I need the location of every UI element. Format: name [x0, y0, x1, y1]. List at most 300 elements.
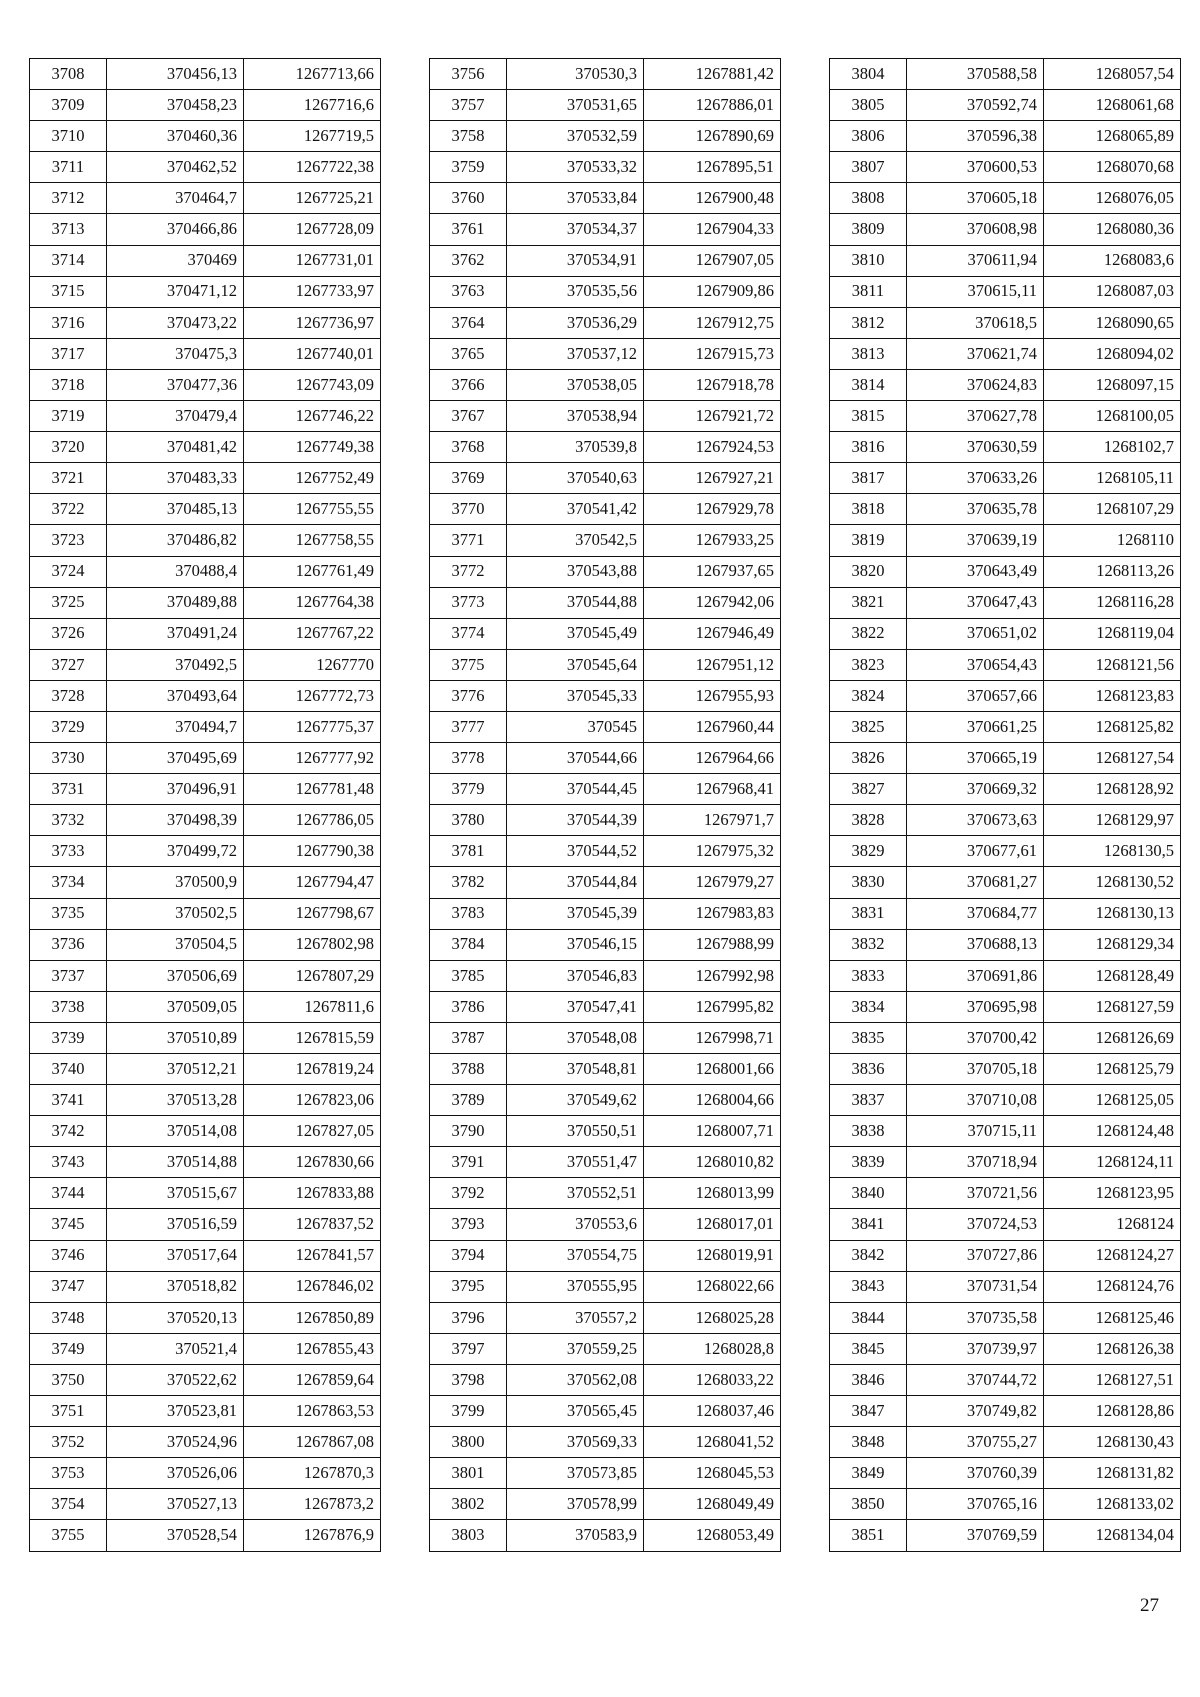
table-row	[430, 1209, 781, 1240]
table-row	[830, 1396, 1181, 1427]
table-row	[30, 1364, 381, 1395]
point-number-cell: 3812	[830, 307, 907, 338]
x-coordinate-cell: 370464,7	[107, 183, 244, 214]
point-number-cell: 3726	[30, 618, 107, 649]
table-row	[30, 587, 381, 618]
point-number-cell: 3739	[30, 1022, 107, 1053]
point-number-cell: 3783	[430, 898, 507, 929]
table-row	[30, 338, 381, 369]
x-coordinate-cell: 370458,23	[107, 90, 244, 121]
table-row	[830, 1489, 1181, 1520]
table-row	[830, 59, 1181, 90]
x-coordinate-cell: 370466,86	[107, 214, 244, 245]
table-row	[30, 121, 381, 152]
y-coordinate-cell: 1267725,21	[244, 183, 381, 214]
y-coordinate-cell: 1267719,5	[244, 121, 381, 152]
x-coordinate-cell: 370527,13	[107, 1489, 244, 1520]
x-coordinate-cell: 370550,51	[507, 1116, 644, 1147]
x-coordinate-cell: 370657,66	[907, 680, 1044, 711]
table-row	[830, 245, 1181, 276]
y-coordinate-cell: 1267960,44	[644, 711, 781, 742]
table-row	[30, 245, 381, 276]
y-coordinate-cell: 1268134,04	[1044, 1520, 1181, 1551]
point-number-cell: 3842	[830, 1240, 907, 1271]
x-coordinate-cell: 370673,63	[907, 805, 1044, 836]
point-number-cell: 3784	[430, 929, 507, 960]
y-coordinate-cell: 1267998,71	[644, 1022, 781, 1053]
table-row	[830, 1427, 1181, 1458]
y-coordinate-cell: 1267955,93	[644, 680, 781, 711]
x-coordinate-cell: 370539,8	[507, 432, 644, 463]
table-row	[830, 1520, 1181, 1551]
point-number-cell: 3787	[430, 1022, 507, 1053]
y-coordinate-cell: 1267775,37	[244, 711, 381, 742]
x-coordinate-cell: 370514,88	[107, 1147, 244, 1178]
x-coordinate-cell: 370633,26	[907, 463, 1044, 494]
point-number-cell: 3769	[430, 463, 507, 494]
y-coordinate-cell: 1267777,92	[244, 743, 381, 774]
x-coordinate-cell: 370651,02	[907, 618, 1044, 649]
point-number-cell: 3778	[430, 743, 507, 774]
x-coordinate-cell: 370544,88	[507, 587, 644, 618]
point-number-cell: 3761	[430, 214, 507, 245]
y-coordinate-cell: 1267770	[244, 649, 381, 680]
point-number-cell: 3736	[30, 929, 107, 960]
table-row	[30, 183, 381, 214]
table-row	[830, 898, 1181, 929]
point-number-cell: 3756	[430, 59, 507, 90]
y-coordinate-cell: 1268124,11	[1044, 1147, 1181, 1178]
x-coordinate-cell: 370494,7	[107, 711, 244, 742]
table-row	[430, 1302, 781, 1333]
x-coordinate-cell: 370481,42	[107, 432, 244, 463]
point-number-cell: 3850	[830, 1489, 907, 1520]
table-row	[830, 1178, 1181, 1209]
x-coordinate-cell: 370498,39	[107, 805, 244, 836]
x-coordinate-cell: 370544,66	[507, 743, 644, 774]
y-coordinate-cell: 1267900,48	[644, 183, 781, 214]
x-coordinate-cell: 370488,4	[107, 556, 244, 587]
point-number-cell: 3782	[430, 867, 507, 898]
x-coordinate-cell: 370605,18	[907, 183, 1044, 214]
y-coordinate-cell: 1267827,05	[244, 1116, 381, 1147]
x-coordinate-cell: 370592,74	[907, 90, 1044, 121]
y-coordinate-cell: 1267979,27	[644, 867, 781, 898]
x-coordinate-cell: 370765,16	[907, 1489, 1044, 1520]
table-row	[830, 1364, 1181, 1395]
table-row	[430, 1364, 781, 1395]
point-number-cell: 3748	[30, 1302, 107, 1333]
point-number-cell: 3831	[830, 898, 907, 929]
table-row	[430, 90, 781, 121]
point-number-cell: 3798	[430, 1364, 507, 1395]
table-row	[30, 929, 381, 960]
point-number-cell: 3790	[430, 1116, 507, 1147]
x-coordinate-cell: 370608,98	[907, 214, 1044, 245]
table-row	[830, 494, 1181, 525]
table-row	[30, 898, 381, 929]
y-coordinate-cell: 1267761,49	[244, 556, 381, 587]
x-coordinate-cell: 370552,51	[507, 1178, 644, 1209]
point-number-cell: 3749	[30, 1333, 107, 1364]
table-row	[830, 1302, 1181, 1333]
table-row	[830, 1209, 1181, 1240]
x-coordinate-cell: 370715,11	[907, 1116, 1044, 1147]
x-coordinate-cell: 370557,2	[507, 1302, 644, 1333]
x-coordinate-cell: 370517,64	[107, 1240, 244, 1271]
y-coordinate-cell: 1267713,66	[244, 59, 381, 90]
x-coordinate-cell: 370551,47	[507, 1147, 644, 1178]
y-coordinate-cell: 1268128,49	[1044, 960, 1181, 991]
y-coordinate-cell: 1267841,57	[244, 1240, 381, 1271]
point-number-cell: 3713	[30, 214, 107, 245]
y-coordinate-cell: 1268130,5	[1044, 836, 1181, 867]
x-coordinate-cell: 370545,64	[507, 649, 644, 680]
table-row	[430, 960, 781, 991]
y-coordinate-cell: 1268028,8	[644, 1333, 781, 1364]
table-row	[430, 836, 781, 867]
point-number-cell: 3716	[30, 307, 107, 338]
y-coordinate-cell: 1267968,41	[644, 774, 781, 805]
point-number-cell: 3847	[830, 1396, 907, 1427]
table-row	[30, 1085, 381, 1116]
point-number-cell: 3844	[830, 1302, 907, 1333]
x-coordinate-cell: 370621,74	[907, 338, 1044, 369]
point-number-cell: 3835	[830, 1022, 907, 1053]
x-coordinate-cell: 370600,53	[907, 152, 1044, 183]
table-row	[430, 494, 781, 525]
x-coordinate-cell: 370489,88	[107, 587, 244, 618]
table-row	[30, 1427, 381, 1458]
x-coordinate-cell: 370639,19	[907, 525, 1044, 556]
y-coordinate-cell: 1267811,6	[244, 991, 381, 1022]
y-coordinate-cell: 1267728,09	[244, 214, 381, 245]
point-number-cell: 3840	[830, 1178, 907, 1209]
y-coordinate-cell: 1268124	[1044, 1209, 1181, 1240]
point-number-cell: 3780	[430, 805, 507, 836]
y-coordinate-cell: 1267736,97	[244, 307, 381, 338]
x-coordinate-cell: 370538,05	[507, 369, 644, 400]
x-coordinate-cell: 370635,78	[907, 494, 1044, 525]
y-coordinate-cell: 1267909,86	[644, 276, 781, 307]
y-coordinate-cell: 1268080,36	[1044, 214, 1181, 245]
x-coordinate-cell: 370514,08	[107, 1116, 244, 1147]
y-coordinate-cell: 1268001,66	[644, 1054, 781, 1085]
x-coordinate-cell: 370471,12	[107, 276, 244, 307]
table-row	[830, 1022, 1181, 1053]
y-coordinate-cell: 1268025,28	[644, 1302, 781, 1333]
table-row	[430, 338, 781, 369]
x-coordinate-cell: 370669,32	[907, 774, 1044, 805]
x-coordinate-cell: 370532,59	[507, 121, 644, 152]
table-row	[430, 401, 781, 432]
x-coordinate-cell: 370483,33	[107, 463, 244, 494]
x-coordinate-cell: 370700,42	[907, 1022, 1044, 1053]
y-coordinate-cell: 1268128,86	[1044, 1396, 1181, 1427]
x-coordinate-cell: 370688,13	[907, 929, 1044, 960]
table-row	[430, 1489, 781, 1520]
y-coordinate-cell: 1268087,03	[1044, 276, 1181, 307]
x-coordinate-cell: 370462,52	[107, 152, 244, 183]
y-coordinate-cell: 1267758,55	[244, 525, 381, 556]
x-coordinate-cell: 370691,86	[907, 960, 1044, 991]
table-row	[30, 774, 381, 805]
point-number-cell: 3814	[830, 369, 907, 400]
x-coordinate-cell: 370665,19	[907, 743, 1044, 774]
x-coordinate-cell: 370538,94	[507, 401, 644, 432]
table-row	[830, 214, 1181, 245]
point-number-cell: 3781	[430, 836, 507, 867]
table-row	[830, 1147, 1181, 1178]
y-coordinate-cell: 1268004,66	[644, 1085, 781, 1116]
point-number-cell: 3811	[830, 276, 907, 307]
point-number-cell: 3846	[830, 1364, 907, 1395]
x-coordinate-cell: 370509,05	[107, 991, 244, 1022]
point-number-cell: 3804	[830, 59, 907, 90]
point-number-cell: 3792	[430, 1178, 507, 1209]
y-coordinate-cell: 1268061,68	[1044, 90, 1181, 121]
x-coordinate-cell: 370504,5	[107, 929, 244, 960]
table-row	[830, 401, 1181, 432]
point-number-cell: 3824	[830, 680, 907, 711]
table-row	[30, 1022, 381, 1053]
table-row	[30, 1396, 381, 1427]
x-coordinate-cell: 370643,49	[907, 556, 1044, 587]
point-number-cell: 3779	[430, 774, 507, 805]
y-coordinate-cell: 1267942,06	[644, 587, 781, 618]
x-coordinate-cell: 370569,33	[507, 1427, 644, 1458]
point-number-cell: 3731	[30, 774, 107, 805]
point-number-cell: 3710	[30, 121, 107, 152]
table-row	[430, 1054, 781, 1085]
y-coordinate-cell: 1267924,53	[644, 432, 781, 463]
y-coordinate-cell: 1268129,97	[1044, 805, 1181, 836]
point-number-cell: 3837	[830, 1085, 907, 1116]
table-row	[830, 929, 1181, 960]
table-row	[30, 1054, 381, 1085]
table-row	[830, 680, 1181, 711]
x-coordinate-cell: 370545	[507, 711, 644, 742]
table-row	[30, 680, 381, 711]
point-number-cell: 3848	[830, 1427, 907, 1458]
table-row	[430, 1427, 781, 1458]
y-coordinate-cell: 1267722,38	[244, 152, 381, 183]
point-number-cell: 3819	[830, 525, 907, 556]
point-number-cell: 3732	[30, 805, 107, 836]
table-row	[30, 1240, 381, 1271]
y-coordinate-cell: 1268041,52	[644, 1427, 781, 1458]
y-coordinate-cell: 1267746,22	[244, 401, 381, 432]
point-number-cell: 3820	[830, 556, 907, 587]
table-row	[30, 1458, 381, 1489]
x-coordinate-cell: 370718,94	[907, 1147, 1044, 1178]
y-coordinate-cell: 1267870,3	[244, 1458, 381, 1489]
point-number-cell: 3764	[430, 307, 507, 338]
table-row	[30, 59, 381, 90]
x-coordinate-cell: 370681,27	[907, 867, 1044, 898]
y-coordinate-cell: 1267907,05	[644, 245, 781, 276]
x-coordinate-cell: 370611,94	[907, 245, 1044, 276]
y-coordinate-cell: 1267863,53	[244, 1396, 381, 1427]
y-coordinate-cell: 1268017,01	[644, 1209, 781, 1240]
point-number-cell: 3714	[30, 245, 107, 276]
y-coordinate-cell: 1267918,78	[644, 369, 781, 400]
x-coordinate-cell: 370456,13	[107, 59, 244, 90]
y-coordinate-cell: 1268125,79	[1044, 1054, 1181, 1085]
point-number-cell: 3767	[430, 401, 507, 432]
point-number-cell: 3805	[830, 90, 907, 121]
table-row	[830, 369, 1181, 400]
x-coordinate-cell: 370735,58	[907, 1302, 1044, 1333]
table-row	[830, 1240, 1181, 1271]
y-coordinate-cell: 1267749,38	[244, 432, 381, 463]
table-row	[430, 680, 781, 711]
y-coordinate-cell: 1267937,65	[644, 556, 781, 587]
x-coordinate-cell: 370661,25	[907, 711, 1044, 742]
point-number-cell: 3750	[30, 1364, 107, 1395]
y-coordinate-cell: 1267915,73	[644, 338, 781, 369]
x-coordinate-cell: 370705,18	[907, 1054, 1044, 1085]
table-row	[430, 183, 781, 214]
table-row	[30, 1209, 381, 1240]
x-coordinate-cell: 370485,13	[107, 494, 244, 525]
point-number-cell: 3737	[30, 960, 107, 991]
point-number-cell: 3821	[830, 587, 907, 618]
x-coordinate-cell: 370460,36	[107, 121, 244, 152]
x-coordinate-cell: 370554,75	[507, 1240, 644, 1271]
point-number-cell: 3822	[830, 618, 907, 649]
x-coordinate-cell: 370495,69	[107, 743, 244, 774]
x-coordinate-cell: 370522,62	[107, 1364, 244, 1395]
table-row	[830, 152, 1181, 183]
point-number-cell: 3757	[430, 90, 507, 121]
y-coordinate-cell: 1267992,98	[644, 960, 781, 991]
y-coordinate-cell: 1268130,52	[1044, 867, 1181, 898]
x-coordinate-cell: 370544,39	[507, 805, 644, 836]
y-coordinate-cell: 1267802,98	[244, 929, 381, 960]
x-coordinate-cell: 370769,59	[907, 1520, 1044, 1551]
point-number-cell: 3751	[30, 1396, 107, 1427]
coordinates-table-1	[29, 58, 381, 1552]
table-row	[30, 836, 381, 867]
y-coordinate-cell: 1268022,66	[644, 1271, 781, 1302]
x-coordinate-cell: 370615,11	[907, 276, 1044, 307]
table-row	[30, 152, 381, 183]
point-number-cell: 3740	[30, 1054, 107, 1085]
y-coordinate-cell: 1267850,89	[244, 1302, 381, 1333]
y-coordinate-cell: 1268131,82	[1044, 1458, 1181, 1489]
point-number-cell: 3753	[30, 1458, 107, 1489]
table-row	[830, 338, 1181, 369]
x-coordinate-cell: 370542,5	[507, 525, 644, 556]
y-coordinate-cell: 1267755,55	[244, 494, 381, 525]
point-number-cell: 3806	[830, 121, 907, 152]
x-coordinate-cell: 370510,89	[107, 1022, 244, 1053]
point-number-cell: 3832	[830, 929, 907, 960]
table-row	[30, 90, 381, 121]
x-coordinate-cell: 370533,84	[507, 183, 644, 214]
x-coordinate-cell: 370543,88	[507, 556, 644, 587]
y-coordinate-cell: 1267781,48	[244, 774, 381, 805]
point-number-cell: 3841	[830, 1209, 907, 1240]
y-coordinate-cell: 1267743,09	[244, 369, 381, 400]
table-row	[830, 805, 1181, 836]
y-coordinate-cell: 1267859,64	[244, 1364, 381, 1395]
x-coordinate-cell: 370695,98	[907, 991, 1044, 1022]
x-coordinate-cell: 370534,37	[507, 214, 644, 245]
y-coordinate-cell: 1268119,04	[1044, 618, 1181, 649]
x-coordinate-cell: 370516,59	[107, 1209, 244, 1240]
y-coordinate-cell: 1267975,32	[644, 836, 781, 867]
x-coordinate-cell: 370528,54	[107, 1520, 244, 1551]
table-row	[430, 245, 781, 276]
table-row	[30, 307, 381, 338]
x-coordinate-cell: 370492,5	[107, 649, 244, 680]
x-coordinate-cell: 370520,13	[107, 1302, 244, 1333]
point-number-cell: 3746	[30, 1240, 107, 1271]
y-coordinate-cell: 1268116,28	[1044, 587, 1181, 618]
y-coordinate-cell: 1267837,52	[244, 1209, 381, 1240]
x-coordinate-cell: 370502,5	[107, 898, 244, 929]
point-number-cell: 3723	[30, 525, 107, 556]
table-row	[830, 1054, 1181, 1085]
y-coordinate-cell: 1268013,99	[644, 1178, 781, 1209]
point-number-cell: 3719	[30, 401, 107, 432]
x-coordinate-cell: 370562,08	[507, 1364, 644, 1395]
y-coordinate-cell: 1267767,22	[244, 618, 381, 649]
x-coordinate-cell: 370630,59	[907, 432, 1044, 463]
y-coordinate-cell: 1268110	[1044, 525, 1181, 556]
point-number-cell: 3793	[430, 1209, 507, 1240]
y-coordinate-cell: 1267819,24	[244, 1054, 381, 1085]
point-number-cell: 3775	[430, 649, 507, 680]
y-coordinate-cell: 1267731,01	[244, 245, 381, 276]
table-row	[830, 463, 1181, 494]
table-row	[30, 618, 381, 649]
table-row	[430, 867, 781, 898]
table-row	[830, 1085, 1181, 1116]
table-row	[830, 525, 1181, 556]
point-number-cell: 3717	[30, 338, 107, 369]
y-coordinate-cell: 1268083,6	[1044, 245, 1181, 276]
point-number-cell: 3803	[430, 1520, 507, 1551]
table-row	[30, 432, 381, 463]
table-row	[30, 1520, 381, 1551]
y-coordinate-cell: 1268097,15	[1044, 369, 1181, 400]
table-row	[430, 1271, 781, 1302]
y-coordinate-cell: 1267921,72	[644, 401, 781, 432]
point-number-cell: 3807	[830, 152, 907, 183]
point-number-cell: 3743	[30, 1147, 107, 1178]
x-coordinate-cell: 370512,21	[107, 1054, 244, 1085]
table-row	[430, 898, 781, 929]
table-row	[830, 711, 1181, 742]
table-row	[430, 432, 781, 463]
table-row	[430, 121, 781, 152]
y-coordinate-cell: 1267988,99	[644, 929, 781, 960]
y-coordinate-cell: 1268124,27	[1044, 1240, 1181, 1271]
table-row	[430, 1116, 781, 1147]
point-number-cell: 3816	[830, 432, 907, 463]
coordinates-table-2	[429, 58, 781, 1552]
x-coordinate-cell: 370515,67	[107, 1178, 244, 1209]
y-coordinate-cell: 1267830,66	[244, 1147, 381, 1178]
point-number-cell: 3813	[830, 338, 907, 369]
y-coordinate-cell: 1267772,73	[244, 680, 381, 711]
table-row	[830, 960, 1181, 991]
table-row	[430, 618, 781, 649]
table-row	[430, 1520, 781, 1551]
